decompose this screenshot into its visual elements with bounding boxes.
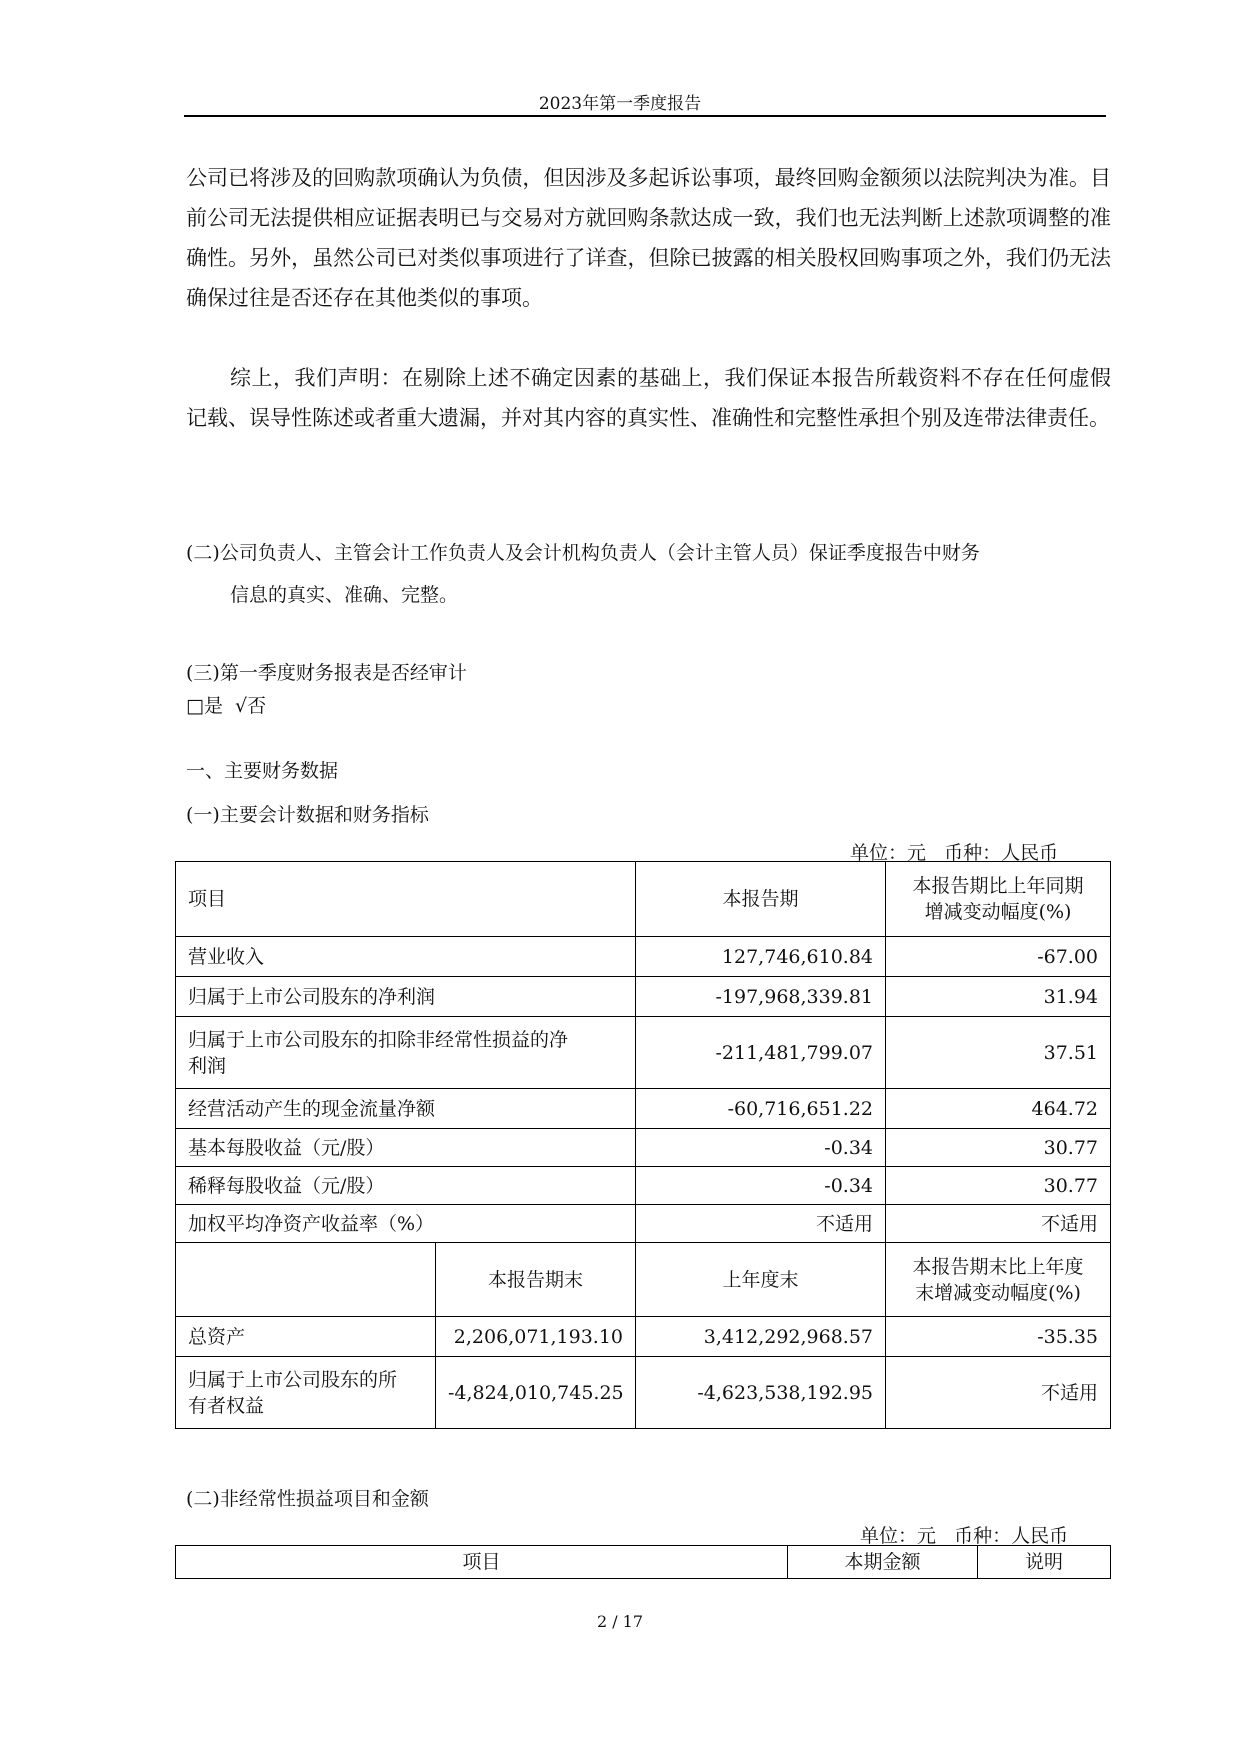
section3-heading: (三)第一季度财务报表是否经审计: [186, 662, 467, 684]
table-row: 归属于上市公司股东的净利润 -197,968,339.81 31.94: [176, 977, 1111, 1017]
header-item: 项目: [176, 862, 636, 937]
table-row: 基本每股收益（元/股） -0.34 30.77: [176, 1129, 1111, 1167]
header-rule: [184, 115, 1106, 117]
header-change: 本报告期比上年同期 增减变动幅度(%): [886, 862, 1111, 937]
table-row: 营业收入 127,746,610.84 -67.00: [176, 937, 1111, 977]
paragraph-declaration: 综上，我们声明：在剔除上述不确定因素的基础上，我们保证本报告所载资料不存在任何虚假记载、误导性陈述或者重大遗漏，并对其内容的真实性、准确性和完整性承担个别及连带法律责任。: [186, 366, 1111, 430]
header-prev-year-end: 上年度末: [636, 1243, 886, 1317]
part1-subheading: (一)主要会计数据和财务指标: [186, 804, 429, 826]
page-number: 2 / 17: [596, 1612, 644, 1631]
unit-label-2: 单位：元 币种：人民币: [860, 1525, 1069, 1547]
header-end-change: 本报告期末比上年度 末增减变动幅度(%): [886, 1243, 1111, 1317]
non-recurring-table: [175, 1545, 1111, 1579]
page-header-title: 2023年第一季度报告: [538, 94, 702, 114]
header-period: 本报告期: [636, 862, 886, 937]
part2-heading: (二)非经常性损益项目和金额: [186, 1488, 429, 1510]
table-row: 总资产 2,206,071,193.10 3,412,292,968.57 -35.35: [176, 1317, 1111, 1357]
table-row: 稀释每股收益（元/股） -0.34 30.77: [176, 1167, 1111, 1205]
key-financial-table: [175, 861, 1111, 1429]
table-row: 归属于上市公司股东的扣除非经常性损益的净 利润 -211,481,799.07 37.51: [176, 1017, 1111, 1089]
part1-heading: 一、主要财务数据: [186, 760, 339, 782]
section2-line1: (二)公司负责人、主管会计工作负责人及会计机构负责人（会计主管人员）保证季度报告中财务: [186, 542, 980, 564]
table-row: 归属于上市公司股东的所 有者权益 -4,824,010,745.25 -4,623,538,192.95 不适用: [176, 1357, 1111, 1429]
header-item: 项目: [176, 1546, 788, 1579]
table-header-row: [176, 862, 1111, 937]
section2-line2: 信息的真实、准确、完整。: [230, 584, 459, 606]
audit-options: □是 √否: [186, 695, 267, 717]
table-row: 经营活动产生的现金流量净额 -60,716,651.22 464.72: [176, 1089, 1111, 1129]
table-header-row: [176, 1546, 1111, 1579]
paragraph-repurchase: 公司已将涉及的回购款项确认为负债，但因涉及多起诉讼事项，最终回购金额须以法院判决为准。目前公司无法提供相应证据表明已与交易对方就回购条款达成一致，我们也无法判断上述款项调整的准确性。另外，虽然公司已对类似事项进行了详查，但除已披露的相关股权回购事项之外，我们仍无法确保过往是否还存在其他类似的事项。: [186, 166, 1111, 310]
header-note: 说明: [978, 1546, 1111, 1579]
table-row: 加权平均净资产收益率（%） 不适用 不适用: [176, 1205, 1111, 1243]
header-amount: 本期金额: [788, 1546, 978, 1579]
unit-label-1: 单位：元 币种：人民币: [850, 842, 1059, 864]
table-subheader-row: [176, 1243, 1111, 1317]
header-period-end: 本报告期末: [436, 1243, 636, 1317]
